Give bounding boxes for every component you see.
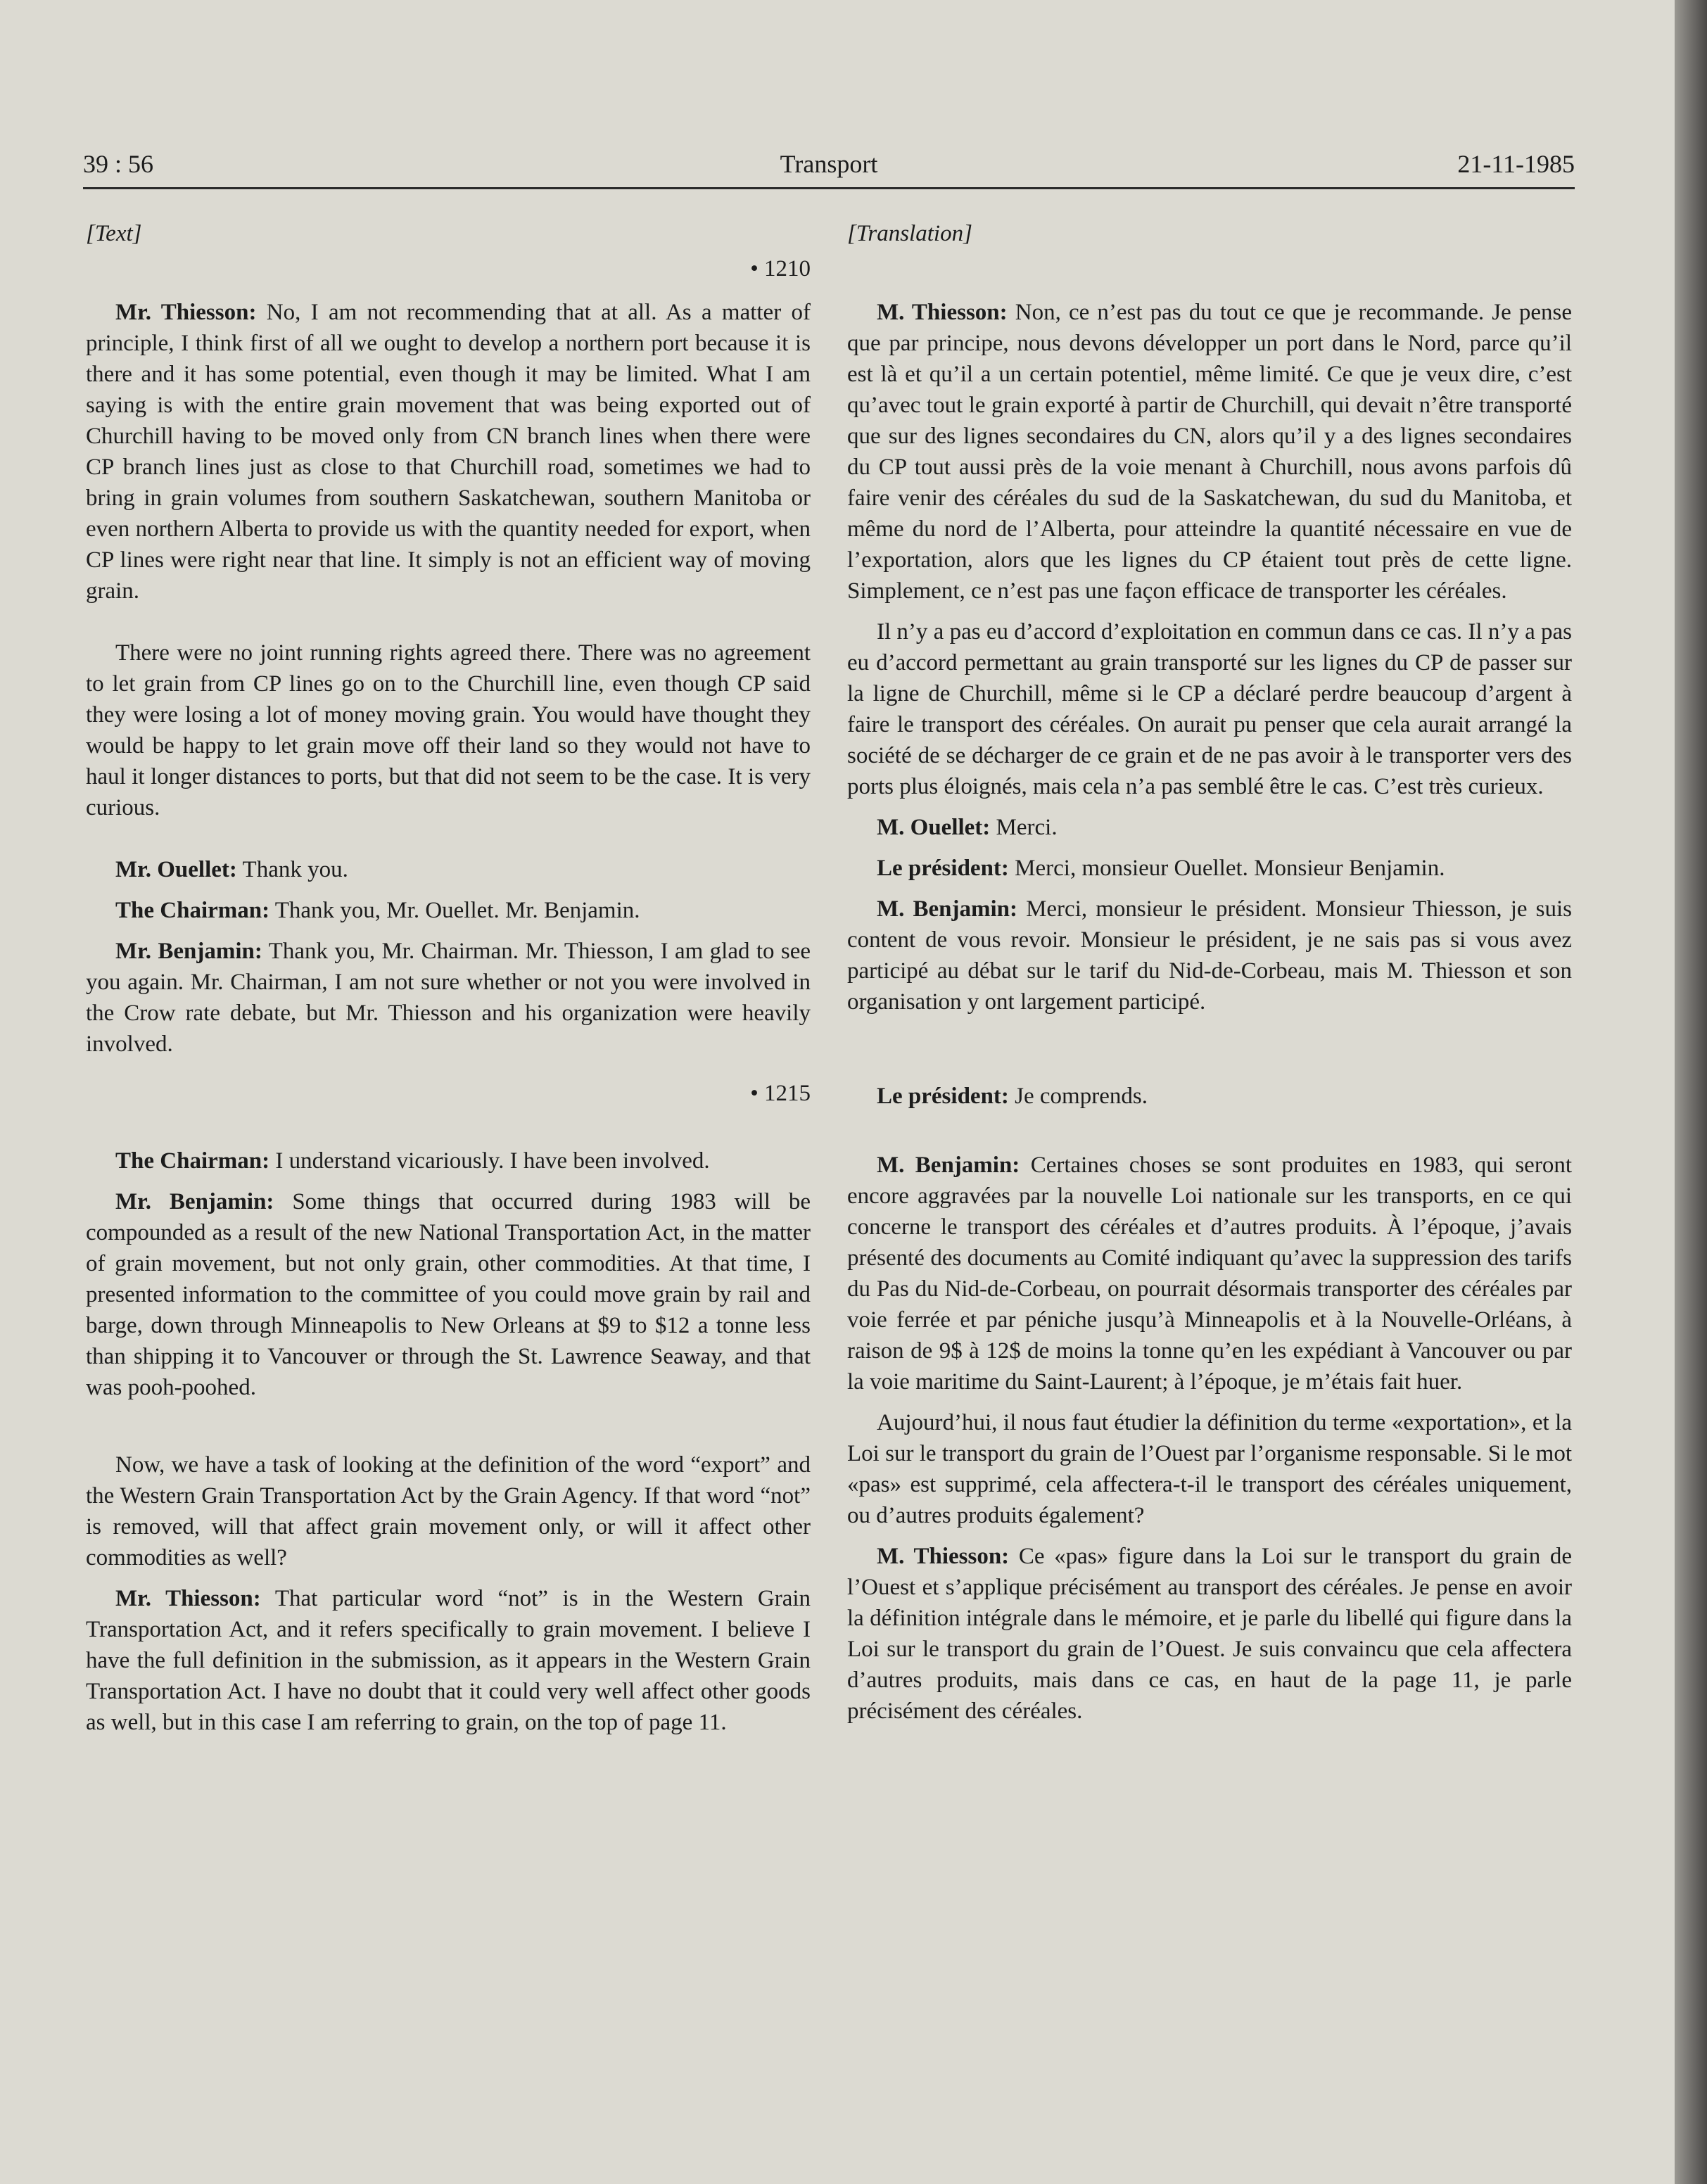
paragraph <box>847 894 1572 1017</box>
speech-text: Thank you, Mr. Ouellet. Mr. Benjamin. <box>269 898 640 923</box>
speech-text: No, I am not recommending that at all. As a matter of principle, I think first of all we ought to develop a northern port because it is there and it has some potential, even though it may be limited. What I am saying is with the entire grain movement that was being exported out of Churchill having to be moved only from CN branch lines when there were CP branch lines just as close to that Churchill road, sometimes we had to bring in grain volumes from southern Saskatchewan, southern Manitoba or even northern Alberta to provide us with the quantity needed for export, when CP lines were right near that line. It simply is not an efficient way of moving grain. <box>86 300 811 604</box>
paragraph <box>847 1541 1572 1727</box>
paragraph: Il n’y a pas eu d’accord d’exploitation en commun dans ce cas. Il n’y a pas eu d’accord permettant au grain transporté sur les lignes du CP de passer sur la ligne de Churchill, même si le CP a déclaré perdre beaucoup d’argent à faire le transport des céréales. On aurait pu penser que cela aurait arrangé la société de se décharger de ce grain et de ne pas avoir à le transporter vers des ports plus éloignés, mais cela n’a pas semblé être le cas. C’est très curieux. <box>847 619 1572 799</box>
speaker-name: M. Benjamin: <box>877 1153 1020 1178</box>
header-date: 21-11-1985 <box>1457 150 1575 178</box>
speech-text: Certaines choses se sont produites en 1983, qui seront encore aggravées par la nouvelle Loi nationale sur les transports, en ce qui concerne le transport des céréales et d’autres produits. À l’époque, j’avais présenté des documents au Comité indiquant qu’avec la suppression des tarifs du Pas du Nid-de-Corbeau, on pourrait désormais transporter des céréales par voie ferrée et par péniche jusqu’à Minneapolis et à la Nouvelle-Orléans, à raison de 9$ à 12$ de moins la tonne qu’en les expédiant à Vancouver ou par la voie maritime du Saint-Laurent; à l’époque, je m’étais fait huer. <box>847 1153 1572 1395</box>
speaker-name: The Chairman: <box>115 898 270 923</box>
speaker-name: Mr. Thiesson: <box>115 1586 261 1611</box>
paragraph: Aujourd’hui, il nous faut étudier la définition du terme «exportation», et la Loi sur le transport du grain de l’Ouest par l’organisme responsable. Si le mot «pas» est supprimé, cela affectera-t-il le transport des céréales uniquement, ou d’autres produits également? <box>847 1410 1572 1528</box>
speech-text: Thank you. <box>236 857 348 882</box>
header-rule <box>83 187 1575 189</box>
speaker-name: M. Thiesson: <box>877 1544 1010 1569</box>
column-label: [Translation] <box>847 221 972 246</box>
speech-text: Non, ce n’est pas du tout ce que je recommande. Je pense que par principe, nous devons développer un port dans le Nord, parce qu’il est là et qu’il a un certain potentiel, même limité. Ce que je veux dire, c’est qu’avec tout le grain exporté à partir de Churchill, qui devait n’être transporté que sur des lignes secondaires du CN, alors qu’il y a des lignes secondaires du CP tout aussi près de la voie menant à Churchill, nous avons parfois dû faire venir des céréales du sud de la Saskatchewan, du sud du Manitoba, et même du nord de l’Alberta, pour atteindre la quantité nécessaire en vue de l’exportation, alors que les lignes du CP étaient tout près de cette ligne. Simplement, ce n’est pas une façon efficace de transporter les céréales. <box>847 300 1572 604</box>
speech-text: Some things that occurred during 1983 will be compounded as a result of the new National Transportation Act, in the matter of grain movement, but not only grain, other commodities. At that time, I presented information to the committee of you could move grain by rail and barge, down through Minneapolis to New Orleans at $9 to $12 a tonne less than shipping it to Vancouver or through the St. Lawrence Seaway, and that was pooh-poohed. <box>86 1189 811 1400</box>
speech-text: Je comprends. <box>1008 1084 1148 1109</box>
speaker-name: M. Ouellet: <box>877 815 991 840</box>
paragraph <box>86 936 811 1060</box>
english-column <box>86 218 811 1748</box>
page-header <box>83 141 1575 183</box>
paragraph <box>86 297 811 607</box>
speech-text: That particular word “not” is in the Western Grain Transportation Act, and it refers specifically to grain movement. I believe I have the full definition in the submission, as it appears in the Western Grain Transportation Act. I have no doubt that it could very well affect other goods as well, but in this case I am referring to grain, on the top of page 11. <box>86 1586 811 1735</box>
timestamp: • 1210 <box>750 256 811 281</box>
paragraph <box>847 297 1572 607</box>
speech-text: Thank you, Mr. Chairman. Mr. Thiesson, I am glad to see you again. Mr. Chairman, I am not sure whether or not you were involved in the Crow rate debate, but Mr. Thiesson and his organization were heavily involved. <box>86 939 811 1057</box>
speaker-name: Mr. Ouellet: <box>115 857 237 882</box>
speaker-name: Mr. Thiesson: <box>115 300 257 325</box>
speaker-name: M. Benjamin: <box>877 896 1017 922</box>
paragraph <box>86 895 811 926</box>
running-title: Transport <box>780 150 878 178</box>
paragraph <box>847 853 1572 884</box>
speaker-name: Le président: <box>877 856 1009 881</box>
paragraph <box>86 1583 811 1738</box>
speech-text: I understand vicariously. I have been involved. <box>269 1148 710 1174</box>
speaker-name: The Chairman: <box>115 1148 270 1174</box>
paragraph <box>86 854 811 885</box>
speech-text: Merci, monsieur le président. Monsieur Thiesson, je suis content de vous revoir. Monsieur le président, je ne sais pas si vous avez participé au débat sur le tarif du Nid-de-Corbeau, mais M. Thiesson et son organisation y ont largement participé. <box>847 896 1572 1015</box>
speech-text: Merci, monsieur Ouellet. Monsieur Benjamin. <box>1008 856 1445 881</box>
paragraph <box>847 1150 1572 1397</box>
paragraph <box>86 1145 811 1176</box>
speech-text: Merci. <box>990 815 1058 840</box>
speech-text: Ce «pas» figure dans la Loi sur le transport du grain de l’Ouest et s’applique précisément au transport des céréales. Je pense en avoir la définition intégrale dans le mémoire, et je parle du libellé qui figure dans la Loi sur le transport du grain de l’Ouest. Je suis convaincu que cela affectera d’autres produits, mais dans ce cas, en haut de la page 11, je parle précisément des céréales. <box>847 1544 1572 1724</box>
paragraph <box>847 1081 1572 1112</box>
column-label: [Text] <box>86 221 142 246</box>
timestamp: • 1215 <box>750 1081 811 1106</box>
french-column <box>847 218 1572 1737</box>
speaker-name: Le président: <box>877 1084 1009 1109</box>
page-number: 39 : 56 <box>83 150 154 178</box>
paragraph <box>847 812 1572 843</box>
paragraph: There were no joint running rights agreed there. There was no agreement to let grain from CP lines go on to the Churchill line, even though CP said they were losing a lot of money moving grain. You would have thought they would be happy to let grain move off their land so they would not have to haul it longer distances to ports, but that did not seem to be the case. It is very curious. <box>86 640 811 820</box>
speaker-name: M. Thiesson: <box>877 300 1008 325</box>
paragraph: Now, we have a task of looking at the definition of the word “export” and the Western Grain Transportation Act by the Grain Agency. If that word “not” is removed, will that affect grain movement only, or will it affect other commodities as well? <box>86 1452 811 1570</box>
speaker-name: Mr. Benjamin: <box>115 939 262 964</box>
speaker-name: Mr. Benjamin: <box>115 1189 274 1214</box>
paragraph <box>86 1186 811 1403</box>
